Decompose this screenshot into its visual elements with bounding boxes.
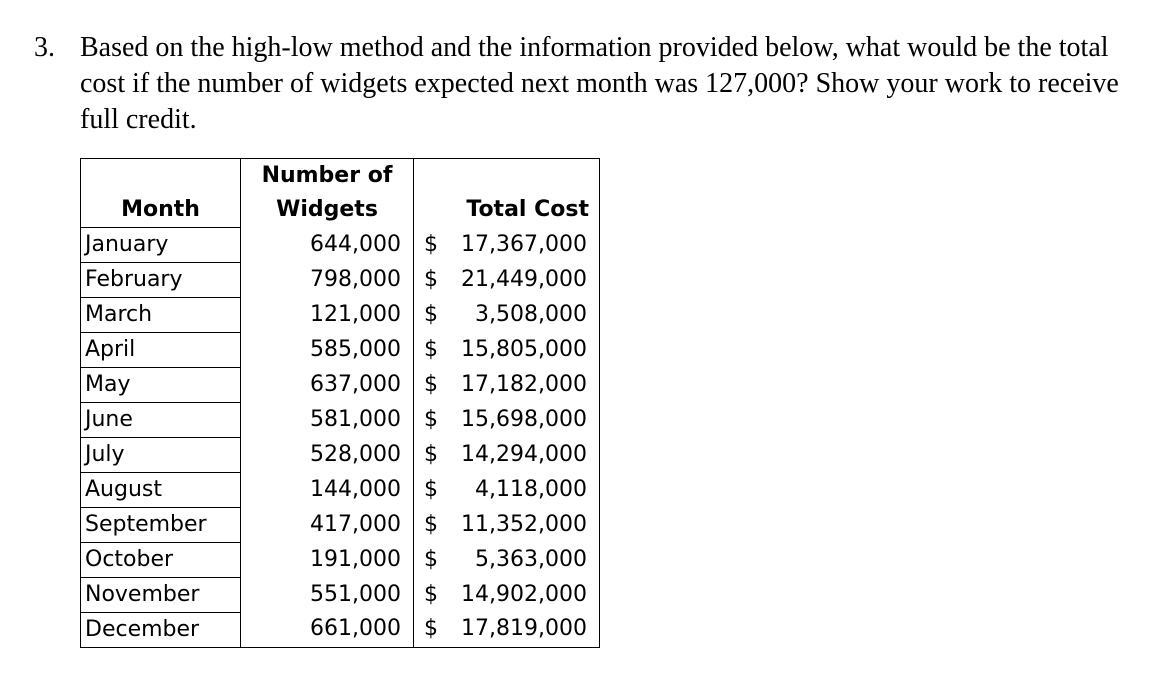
month-cell: July: [81, 437, 241, 472]
header-row-1: [81, 159, 600, 194]
total-cost-cell: 11,352,000: [461, 511, 587, 537]
question: [34, 30, 1134, 138]
total-cost-cell: 5,363,000: [475, 546, 587, 572]
dollar-sign: $: [424, 371, 438, 397]
dollar-sign: $: [424, 336, 438, 362]
widgets-cell: 585,000: [241, 332, 414, 367]
table-row: [81, 577, 600, 612]
widgets-cell: 551,000: [241, 577, 414, 612]
month-cell: August: [81, 472, 241, 507]
table-row: [81, 507, 600, 542]
widgets-cell: 798,000: [241, 262, 414, 297]
month-cell: February: [81, 262, 241, 297]
month-cell: January: [81, 227, 241, 262]
total-cost-cell: 14,902,000: [461, 581, 587, 607]
table-row: [81, 542, 600, 577]
total-cost-cell: 14,294,000: [461, 441, 587, 467]
dollar-sign: $: [424, 546, 438, 572]
widgets-cell: 661,000: [241, 612, 414, 647]
table-row: [81, 437, 600, 472]
dollar-sign: $: [424, 476, 438, 502]
total-cost-cell: 17,182,000: [461, 371, 587, 397]
dollar-sign: $: [424, 441, 438, 467]
question-text: Based on the high-low method and the information provided below, what would be the total cost if the number of widgets expected next month was 127,000? Show your work to receive full credit.: [80, 32, 1119, 135]
header-widgets-line2: Widgets: [241, 193, 414, 227]
header-month: Month: [81, 159, 241, 228]
month-cell: June: [81, 402, 241, 437]
dollar-sign: $: [424, 266, 438, 292]
month-cell: November: [81, 577, 241, 612]
month-cell: September: [81, 507, 241, 542]
data-table: [80, 158, 600, 648]
dollar-sign: $: [424, 301, 438, 327]
widgets-cell: 191,000: [241, 542, 414, 577]
total-cost-cell: 4,118,000: [475, 476, 587, 502]
month-cell: April: [81, 332, 241, 367]
dollar-sign: $: [424, 406, 438, 432]
question-number: 3.: [34, 32, 55, 63]
total-cost-cell: 21,449,000: [461, 266, 587, 292]
header-widgets-line1: Number of: [241, 159, 414, 194]
table-row: [81, 367, 600, 402]
dollar-sign: $: [424, 231, 438, 257]
month-cell: March: [81, 297, 241, 332]
month-cell: December: [81, 612, 241, 647]
dollar-sign: $: [424, 511, 438, 537]
table-row: [81, 472, 600, 507]
table-row: [81, 612, 600, 647]
table-row: [81, 297, 600, 332]
dollar-sign: $: [424, 616, 438, 642]
widgets-cell: 417,000: [241, 507, 414, 542]
total-cost-cell: 15,698,000: [461, 406, 587, 432]
table-body: [81, 227, 600, 647]
total-cost-cell: 3,508,000: [475, 301, 587, 327]
widgets-cell: 581,000: [241, 402, 414, 437]
month-cell: October: [81, 542, 241, 577]
total-cost-cell: 17,367,000: [461, 231, 587, 257]
table-row: [81, 402, 600, 437]
dollar-sign: $: [424, 581, 438, 607]
widgets-cell: 144,000: [241, 472, 414, 507]
table-row: [81, 262, 600, 297]
widgets-cell: 528,000: [241, 437, 414, 472]
widgets-cell: 644,000: [241, 227, 414, 262]
header-total-cost: Total Cost: [466, 197, 589, 222]
month-cell: May: [81, 367, 241, 402]
table-row: [81, 332, 600, 367]
total-cost-cell: 17,819,000: [461, 616, 587, 642]
widgets-cell: 121,000: [241, 297, 414, 332]
table-row: [81, 227, 600, 262]
widgets-cell: 637,000: [241, 367, 414, 402]
total-cost-cell: 15,805,000: [461, 336, 587, 362]
